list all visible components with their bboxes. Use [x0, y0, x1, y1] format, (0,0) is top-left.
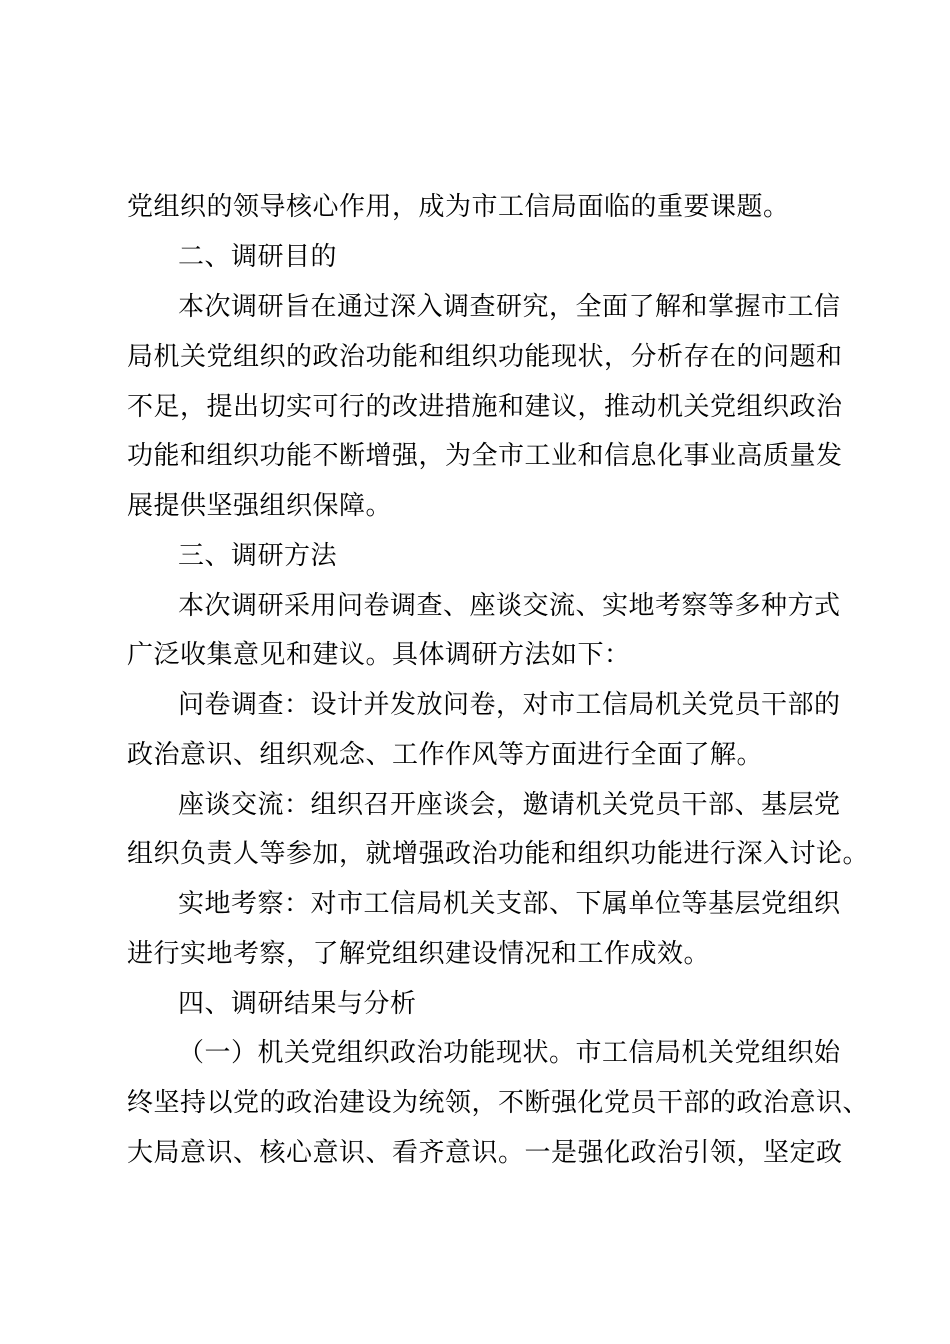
text-line: 局机关党组织的政治功能和组织功能现状，分析存在的问题和	[127, 342, 843, 372]
text-line: 政治意识、组织观念、工作作风等方面进行全面了解。	[127, 740, 764, 770]
text-line: 不足，提出切实可行的改进措施和建议，推动机关党组织政治	[127, 392, 843, 422]
text-line: 本次调研采用问卷调查、座谈交流、实地考察等多种方式	[178, 591, 841, 621]
section-heading: 二、调研目的	[178, 242, 338, 272]
text-line: 展提供坚强组织保障。	[127, 491, 393, 521]
text-line: 座谈交流：组织召开座谈会，邀请机关党员干部、基层党	[178, 790, 841, 820]
section-heading: 四、调研结果与分析	[178, 989, 417, 1019]
text-line: 大局意识、核心意识、看齐意识。一是强化政治引领，坚定政	[127, 1138, 843, 1168]
text-line: 进行实地考察，了解党组织建设情况和工作成效。	[127, 939, 711, 969]
text-line: 问卷调查：设计并发放问卷，对市工信局机关党员干部的	[178, 690, 841, 720]
text-line: （一）机关党组织政治功能现状。市工信局机关党组织始	[178, 1038, 841, 1068]
text-line: 组织负责人等参加，就增强政治功能和组织功能进行深入讨论。	[127, 839, 870, 869]
text-line: 终坚持以党的政治建设为统领，不断强化党员干部的政治意识、	[127, 1088, 870, 1118]
text-line: 党组织的领导核心作用，成为市工信局面临的重要课题。	[127, 192, 790, 222]
section-heading: 三、调研方法	[178, 541, 338, 571]
text-line: 功能和组织功能不断增强，为全市工业和信息化事业高质量发	[127, 441, 843, 471]
text-line: 本次调研旨在通过深入调查研究，全面了解和掌握市工信	[178, 292, 841, 322]
text-line: 实地考察：对市工信局机关支部、下属单位等基层党组织	[178, 889, 841, 919]
text-line: 广泛收集意见和建议。具体调研方法如下：	[127, 640, 631, 670]
